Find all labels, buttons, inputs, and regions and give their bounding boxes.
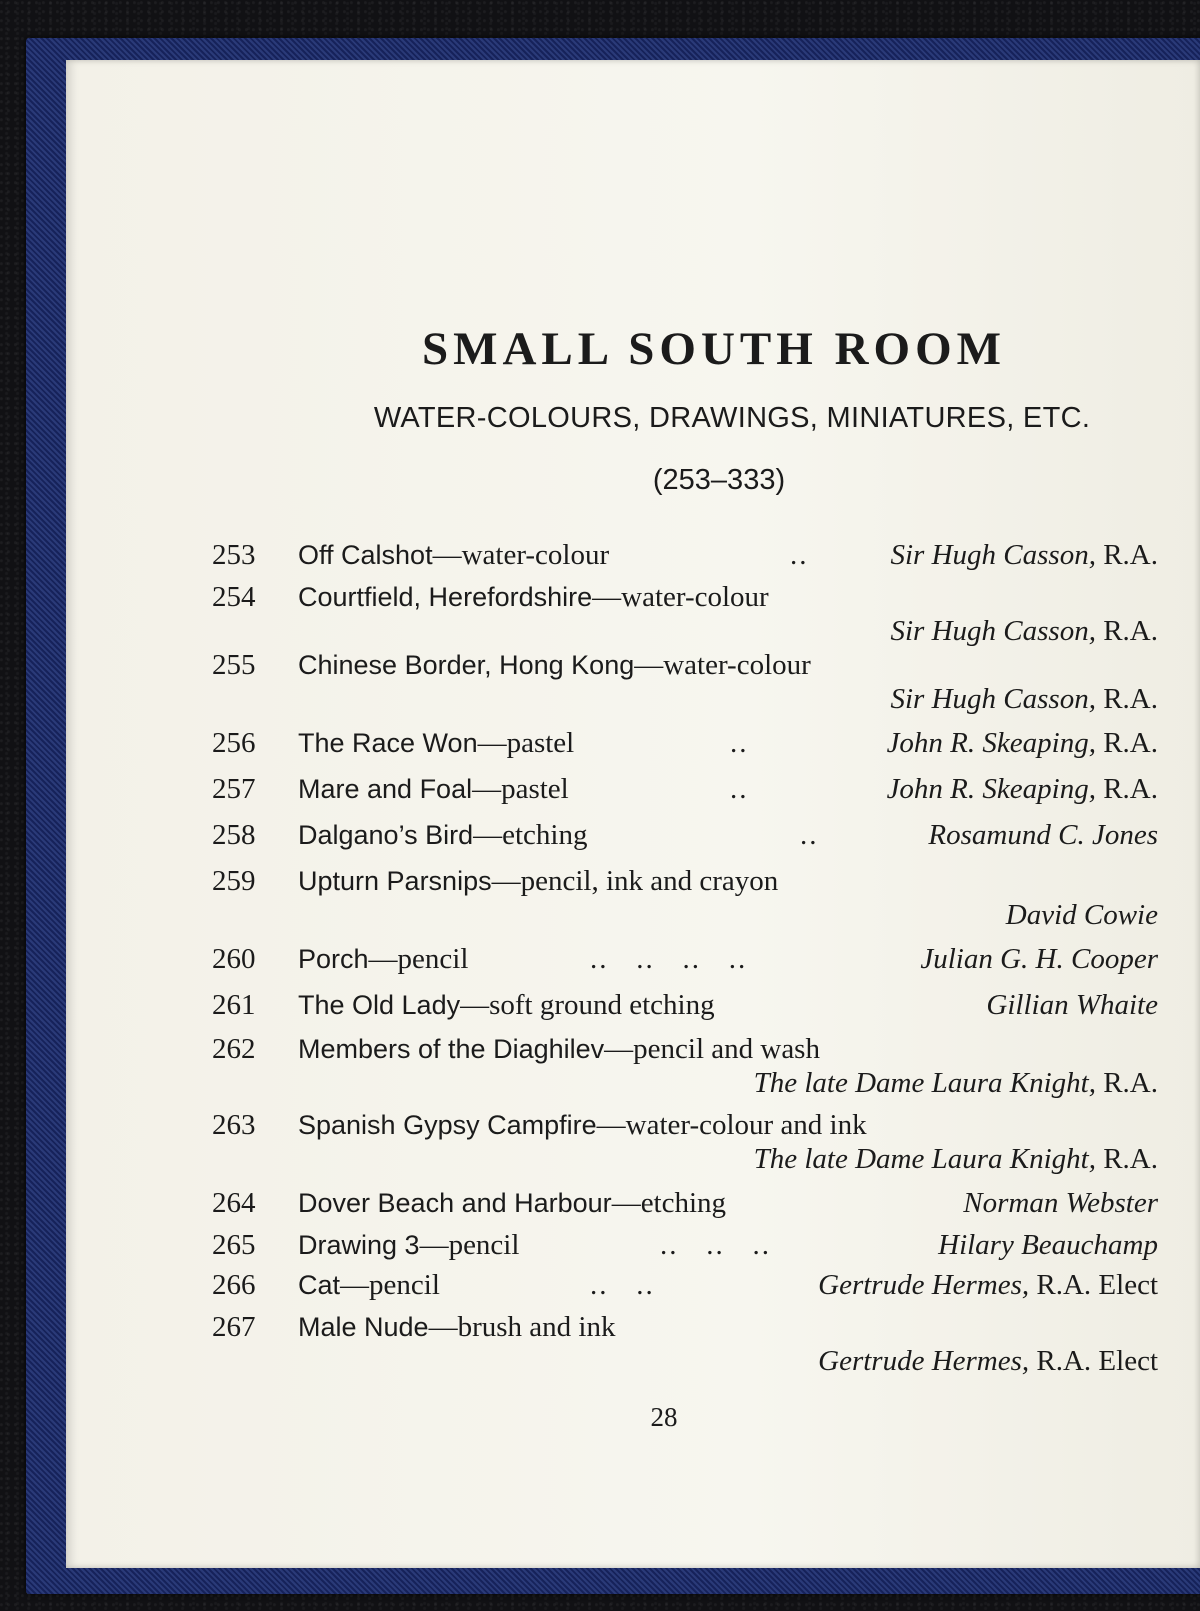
artist-name: The late Dame Laura Knight, (753, 1067, 1096, 1099)
artist-suffix: R.A. (1095, 683, 1158, 715)
artist-suffix: R.A. (1095, 539, 1158, 571)
entry-title: Courtfield, Herefordshire (298, 582, 593, 612)
artist-suffix: R.A. (1095, 727, 1158, 759)
artist-name: Hilary Beauchamp (938, 1229, 1158, 1261)
entry-262-artist-line (212, 1064, 1158, 1102)
artist-name: John R. Skeaping, (886, 773, 1096, 805)
entry-artist (818, 1266, 1158, 1304)
entry-title: The Race Won (298, 728, 478, 758)
entry-artist (986, 986, 1158, 1024)
entry-number: 254 (212, 581, 256, 613)
leader-dots: .. (730, 773, 749, 805)
entry-number: 266 (212, 1269, 256, 1301)
entry-artist (891, 612, 1159, 650)
entry-title: Cat (298, 1270, 341, 1300)
entry-261 (212, 986, 1158, 1024)
entry-medium: —water-colour (634, 649, 811, 681)
entry-medium: —pencil (368, 943, 469, 975)
artist-name: John R. Skeaping, (886, 727, 1096, 759)
entry-255-artist-line (212, 680, 1158, 718)
entry-title: The Old Lady (298, 990, 461, 1020)
entry-artist (754, 1140, 1158, 1178)
artist-suffix: R.A. Elect (1029, 1269, 1158, 1301)
entry-work (298, 536, 609, 574)
leader-dots: .. (790, 539, 809, 571)
artist-suffix: R.A. (1095, 1067, 1158, 1099)
artist-name: Gertrude Hermes, (818, 1345, 1030, 1377)
artist-name: Gertrude Hermes, (818, 1269, 1030, 1301)
entry-work (298, 940, 468, 978)
entry-artist (891, 536, 1159, 574)
entry-254-artist-line (212, 612, 1158, 650)
entry-263 (212, 1106, 1158, 1144)
entry-work (298, 578, 769, 616)
entry-number: 259 (212, 865, 256, 897)
entry-title: Porch (298, 944, 369, 974)
entry-work (298, 816, 587, 854)
entry-medium: —soft ground etching (460, 989, 715, 1021)
entry-medium: —water-colour (432, 539, 610, 571)
artist-name: Gillian Whaite (986, 989, 1158, 1021)
entry-medium: —etching (611, 1187, 727, 1219)
entry-258 (212, 816, 1158, 854)
entry-257 (212, 770, 1158, 808)
artist-name: Sir Hugh Casson, (890, 539, 1096, 571)
page-subtitle: WATER-COLOURS, DRAWINGS, MINIATURES, ETC. (373, 402, 1091, 434)
entry-work (298, 1184, 726, 1222)
entry-267 (212, 1308, 1158, 1346)
entry-work (298, 724, 574, 762)
catalogue-page (66, 60, 1200, 1568)
entry-number: 262 (212, 1033, 256, 1065)
entry-256 (212, 724, 1158, 762)
entry-260 (212, 940, 1158, 978)
artist-name: The late Dame Laura Knight, (753, 1143, 1096, 1175)
entry-264 (212, 1184, 1158, 1222)
entry-number: 264 (212, 1187, 256, 1219)
entry-title: Members of the Diaghilev (298, 1034, 605, 1064)
entry-medium: —pencil, ink and crayon (491, 865, 779, 897)
entry-259 (212, 862, 1158, 900)
entry-artist (920, 940, 1158, 978)
entry-262 (212, 1030, 1158, 1068)
entry-medium: —pencil (340, 1269, 440, 1301)
entry-254 (212, 578, 1158, 616)
entry-number: 257 (212, 773, 256, 805)
catalogue-number-range: (253–333) (652, 464, 786, 496)
entry-work (298, 986, 715, 1024)
entry-artist (938, 1226, 1158, 1264)
artist-suffix: R.A. (1095, 1143, 1158, 1175)
entry-medium: —water-colour and ink (596, 1109, 867, 1141)
entry-work (298, 1308, 615, 1346)
entry-title: Chinese Border, Hong Kong (298, 650, 635, 680)
artist-name: Sir Hugh Casson, (890, 615, 1096, 647)
leader-dots: .. (730, 727, 749, 759)
entry-work (298, 862, 778, 900)
entry-266 (212, 1266, 1158, 1304)
artist-name: Rosamund C. Jones (928, 819, 1158, 851)
entry-artist (818, 1342, 1158, 1380)
entry-number: 260 (212, 943, 256, 975)
entry-artist (887, 770, 1158, 808)
artist-name: David Cowie (1005, 899, 1158, 931)
entry-number: 261 (212, 989, 256, 1021)
artist-name: Julian G. H. Cooper (920, 943, 1158, 975)
entry-title: Male Nude (298, 1312, 429, 1342)
leader-dots: .. (800, 819, 819, 851)
entry-work (298, 770, 569, 808)
entry-253 (212, 536, 1158, 574)
entry-title: Drawing 3 (298, 1230, 420, 1260)
entry-medium: —water-colour (592, 581, 769, 613)
entry-number: 256 (212, 727, 256, 759)
entry-work (298, 1106, 867, 1144)
entry-artist (754, 1064, 1158, 1102)
page-number: 28 (650, 1402, 678, 1432)
entry-title: Spanish Gypsy Campfire (298, 1110, 597, 1140)
page-title: SMALL SOUTH ROOM (421, 323, 1006, 375)
entry-medium: —pencil (419, 1229, 520, 1261)
entry-number: 255 (212, 649, 256, 681)
artist-suffix: R.A. Elect (1029, 1345, 1158, 1377)
entry-255 (212, 646, 1158, 684)
entry-medium: —pastel (477, 727, 575, 759)
entry-work (298, 1030, 820, 1068)
artist-suffix: R.A. (1095, 615, 1158, 647)
artist-name: Norman Webster (963, 1187, 1158, 1219)
entry-number: 263 (212, 1109, 256, 1141)
entry-title: Dalgano’s Bird (298, 820, 474, 850)
entry-artist (963, 1184, 1158, 1222)
entry-medium: —etching (473, 819, 588, 851)
entry-medium: —pastel (472, 773, 569, 805)
entry-work (298, 1266, 440, 1304)
entry-259-artist-line (212, 896, 1158, 934)
entry-medium: —brush and ink (428, 1311, 616, 1343)
entry-work (298, 1226, 519, 1264)
leader-dots: .. .. (590, 1269, 655, 1301)
entry-title: Upturn Parsnips (298, 866, 492, 896)
entry-number: 265 (212, 1229, 256, 1261)
entry-263-artist-line (212, 1140, 1158, 1178)
entry-title: Off Calshot (298, 540, 433, 570)
leader-dots: .. .. .. .. (590, 943, 748, 975)
entry-title: Dover Beach and Harbour (298, 1188, 612, 1218)
entry-artist (1006, 896, 1158, 934)
entry-artist (887, 724, 1158, 762)
entry-artist (928, 816, 1158, 854)
artist-name: Sir Hugh Casson, (890, 683, 1096, 715)
leader-dots: .. .. .. (660, 1229, 771, 1261)
entry-title: Mare and Foal (298, 774, 473, 804)
entry-number: 267 (212, 1311, 256, 1343)
entry-work (298, 646, 811, 684)
entry-number: 253 (212, 539, 256, 571)
entry-artist (891, 680, 1159, 718)
entry-267-artist-line (212, 1342, 1158, 1380)
entry-medium: —pencil and wash (604, 1033, 820, 1065)
entry-number: 258 (212, 819, 256, 851)
artist-suffix: R.A. (1095, 773, 1158, 805)
entry-265 (212, 1226, 1158, 1264)
